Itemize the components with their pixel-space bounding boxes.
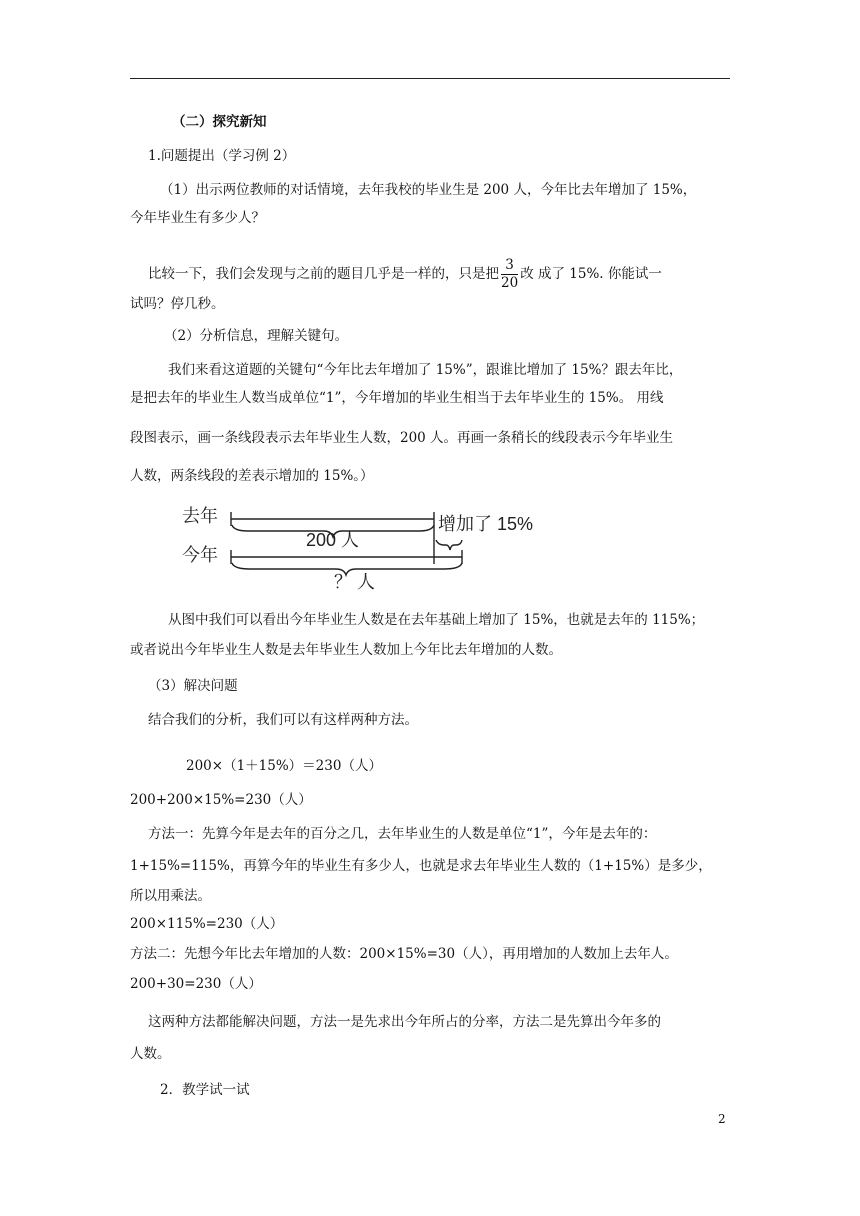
paragraph-line: 人数。 — [130, 1046, 171, 1062]
paragraph-line: 1+15%=115%，再算今年的毕业生有多少人，也就是求去年毕业生人数的（1+15%）是多少， — [130, 858, 712, 874]
paragraph-line: 结合我们的分析，我们可以有这样两种方法。 — [148, 712, 418, 728]
paragraph-line: 这两种方法都能解决问题，方法一是先求出今年所占的分率，方法二是先算出今年多的 — [148, 1014, 661, 1030]
label-increase-15: 增加了 15% — [438, 514, 534, 534]
page-number: 2 — [718, 1112, 726, 1126]
equation: 200+30=230（人） — [130, 976, 262, 992]
paragraph-line: 今年毕业生有多少人？ — [130, 210, 265, 226]
fraction-denominator: 20 — [501, 275, 519, 291]
equation: 200×（1＋15%）＝230（人） — [186, 758, 382, 774]
paragraph-line: 方法一：先算今年是去年的百分之几，去年毕业生的人数是单位“1”，今年是去年的： — [148, 826, 657, 842]
paragraph-line: 人数，两条线段的差表示增加的 15%。） — [130, 468, 374, 484]
label-unknown-people: ？ 人 — [334, 572, 376, 592]
paragraph-line: （1）出示两位教师的对话情境，去年我校的毕业生是 200 人，今年比去年增加了 15%， — [160, 182, 697, 198]
paragraph-text: 比较一下，我们会发现与之前的题目几乎是一样的，只是把 — [148, 266, 499, 282]
fraction — [501, 257, 518, 292]
paragraph-line: 或者说出今年毕业生人数是去年毕业生人数加上今年比去年增加的人数。 — [130, 642, 562, 658]
label-this-year: 今年 — [182, 545, 218, 565]
paragraph-text: 改 成了 15%. 你能试一 — [520, 266, 662, 282]
label-last-year: 去年 — [182, 506, 218, 526]
line-segment-diagram — [176, 500, 576, 594]
label-200-people: 200 人 — [306, 530, 360, 550]
paragraph-line: 试吗？停几秒。 — [130, 296, 225, 312]
paragraph-line: 所以用乘法。 — [130, 888, 211, 904]
header-rule — [130, 78, 730, 79]
equation: 200+200×15%=230（人） — [130, 792, 312, 808]
subsection-title: 2．教学试一试 — [160, 1082, 250, 1098]
paragraph-line: 我们来看这道题的关键句“今年比去年增加了 15%”，跟谁比增加了 15%？跟去年比， — [168, 362, 683, 378]
paragraph-line: 段图表示，画一条线段表示去年毕业生人数，200 人。再画一条稍长的线段表示今年毕业生 — [130, 430, 674, 446]
section-heading: （二）探究新知 — [172, 114, 267, 130]
subsection-title: （3）解决问题 — [148, 678, 238, 694]
paragraph-line: 方法二：先想今年比去年增加的人数：200×15%=30（人），再用增加的人数加上去年人。 — [130, 946, 678, 962]
paragraph-line: （2）分析信息，理解关键句。 — [164, 328, 349, 344]
paragraph-with-fraction — [148, 254, 662, 294]
subsection-title: 1.问题提出（学习例 2） — [148, 148, 296, 164]
equation: 200×115%=230（人） — [130, 916, 284, 932]
paragraph-line: 从图中我们可以看出今年毕业生人数是在去年基础上增加了 15%，也就是去年的 115%； — [168, 612, 705, 628]
paragraph-line: 是把去年的毕业生人数当成单位“1”，今年增加的毕业生相当于去年毕业生的 15%。 用线 — [130, 390, 664, 406]
fraction-numerator: 3 — [501, 257, 518, 275]
